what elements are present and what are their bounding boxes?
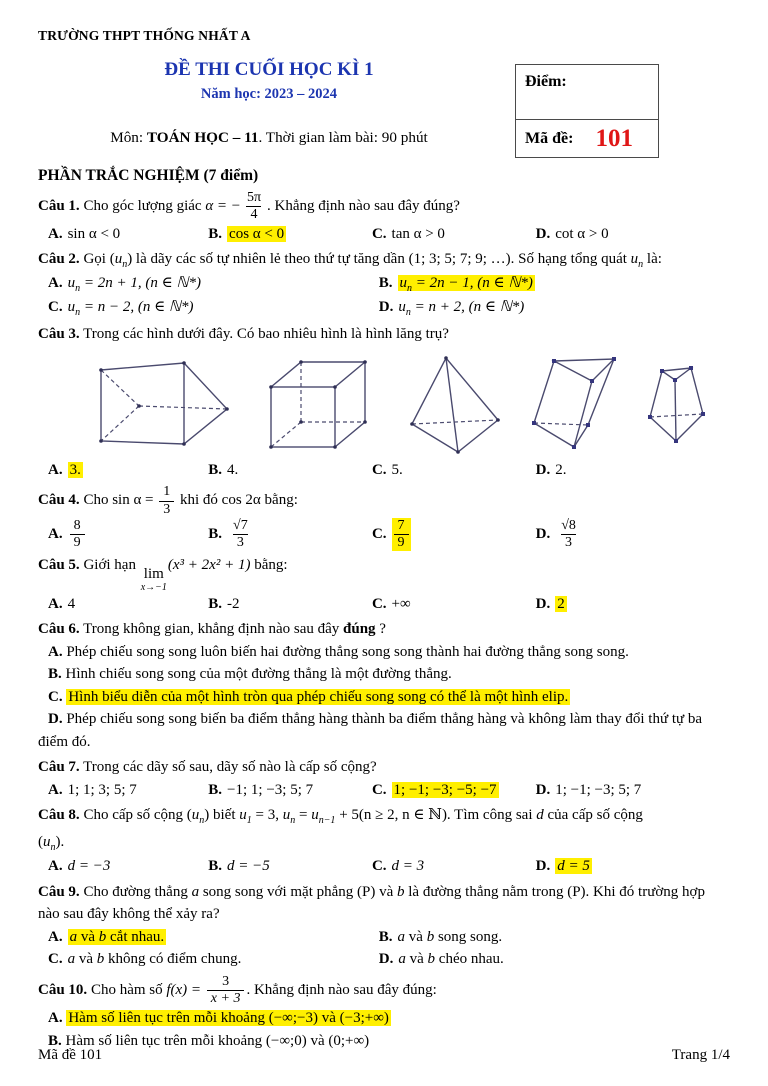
- option-b: B. −1; 1; −3; 5; 7: [208, 781, 314, 798]
- question-text: là đường thẳng nằm trong (P). Khi đó trường hợp nào sau đây không thể xảy ra?: [38, 883, 705, 923]
- option-a: A. $u_n = 2n + 1$, (n ∈ ℕ*): [48, 275, 201, 295]
- q6-option-c: C. Hình biểu diễn của một hình tròn qua phép chiếu song song có thể là một hình elip.: [48, 688, 569, 705]
- q6-option-a: A. Phép chiếu song song luôn biến hai đường thẳng song song thành hai đường thẳng song song.: [48, 643, 629, 660]
- option-c: C. +∞: [371, 595, 411, 612]
- option-d: D. $u_n = n + 2$, (n ∈ ℕ*): [378, 299, 525, 319]
- option-d: D. 2.: [535, 461, 567, 478]
- math-a: a: [191, 883, 200, 900]
- q10-option-a: A. Hàm số liên tục trên mỗi khoảng (−∞;−3) và (−3;+∞): [48, 1010, 389, 1027]
- q3-options: [38, 459, 730, 482]
- highlighted-answer: 3.: [69, 461, 81, 478]
- q3-figures: [66, 352, 730, 457]
- option-d: D. cot α > 0: [535, 225, 609, 242]
- question-5: [38, 554, 730, 593]
- option-d: D. a và b chéo nhau.: [378, 951, 504, 968]
- option-c: C. 5.: [371, 461, 403, 478]
- q10-option-b: B. Hàm số liên tục trên mỗi khoảng (−∞;0) và (0;+∞): [48, 1032, 370, 1049]
- option-a: A. sin α < 0: [48, 225, 121, 242]
- fraction: $\frac{√8}{3}$: [561, 517, 576, 550]
- q8-options: [38, 855, 730, 878]
- limit-operator: lim x→−1: [140, 565, 167, 593]
- exam-year: Năm học: 2023 – 2024: [200, 86, 338, 102]
- option-a: A. 4: [48, 595, 76, 612]
- option-c: C. tan α > 0: [371, 225, 445, 242]
- question-1: [38, 190, 730, 223]
- question-7: [38, 756, 730, 779]
- section-title: PHẦN TRẮC NGHIỆM (7 điểm): [38, 166, 259, 184]
- option-b: B. a và b song song.: [378, 928, 503, 945]
- option-a: A. d = −3: [48, 858, 111, 875]
- question-6: [38, 618, 730, 641]
- q8-continuation: $(u_n)$.: [38, 834, 65, 854]
- exam-code-label: Mã đề:: [525, 129, 574, 147]
- question-label: Câu 2.: [38, 251, 80, 268]
- option-a: A. 1; 1; 3; 5; 7: [48, 781, 137, 798]
- exam-code-row: [516, 119, 658, 157]
- fraction: $\frac{5\pi}{4}$: [246, 189, 262, 222]
- oblique-prism-figure: [528, 355, 623, 453]
- option-c: C. 1; −1; −3; −5; −7: [371, 781, 497, 798]
- question-text: Trong các dãy số sau, dãy số nào là cấp số cộng?: [79, 759, 377, 776]
- fraction: $\frac{3}{x + 3}$: [205, 974, 247, 1007]
- q6-option-b: B. Hình chiếu song song của một đường thẳng là một đường thẳng.: [48, 666, 452, 683]
- option-c: C. a và b không có điểm chung.: [48, 951, 242, 968]
- question-label: Câu 7.: [38, 759, 80, 776]
- highlighted-answer: a và b cắt nhau.: [69, 928, 165, 945]
- emphasized-word: đúng: [343, 621, 376, 638]
- question-text: Cho hàm số: [87, 981, 167, 998]
- question-text: song song với mặt phẳng (P) và: [199, 883, 398, 900]
- highlighted-answer: Hàm số liên tục trên mỗi khoảng (−∞;−3) và (−3;+∞): [68, 1010, 389, 1027]
- highlighted-answer: 2: [557, 595, 565, 612]
- subject-suffix: . Thời gian làm bài: 90 phút: [258, 128, 428, 146]
- q6-option-d: D. Phép chiếu song song biến ba điểm thẳng hàng thành ba điểm thẳng hàng và không làm thay đổi thứ tự ba điểm đó.: [38, 711, 703, 750]
- question-text: . Khẳng định nào sau đây đúng?: [267, 197, 460, 214]
- exam-header: [38, 58, 500, 149]
- question-label: Câu 6.: [38, 621, 80, 638]
- q5-options: [38, 593, 730, 616]
- q4-options: [38, 518, 730, 551]
- option-b: B. -2: [208, 595, 240, 612]
- question-text: Gọi (: [79, 251, 115, 268]
- school-name: TRƯỜNG THPT THỐNG NHẤT A: [38, 28, 251, 43]
- subject-prefix: Môn:: [110, 128, 147, 146]
- question-9: [38, 881, 730, 926]
- highlighted-answer: 1; −1; −3; −5; −7: [393, 781, 497, 798]
- question-text: Giới hạn: [79, 556, 140, 573]
- footer-exam-code: Mã đề 101: [38, 1046, 103, 1063]
- question-text: ) là dãy các số tự nhiên lẻ theo thứ tự tăng dần (1; 3; 5; 7; 9; …). Số hạng tổng quát: [127, 251, 631, 268]
- score-box: [515, 64, 659, 158]
- option-c: C. d = 3: [371, 858, 425, 875]
- option-c: C. $\frac{7}{9}$: [372, 518, 536, 551]
- question-text: + 5(n ≥ 2, n ∈ ℕ). Tìm công sai: [335, 807, 537, 824]
- option-a: A. $\frac{8}{9}$: [48, 518, 208, 551]
- question-text: . Khẳng định nào sau đây đúng:: [246, 981, 437, 998]
- q9-options: [38, 926, 730, 971]
- math-expression: (x³ + 2x² + 1): [167, 556, 251, 573]
- fraction: $\frac{1}{3}$: [157, 484, 176, 517]
- fraction: $\frac{√7}{3}$: [233, 517, 248, 550]
- question-2: Câu 2. Gọi $(u_n)$ là dãy các số tự nhiên lẻ theo thứ tự tăng dần (1; 3; 5; 7; 9; …). Số hạng tổng quát $u_n$ là:: [38, 251, 662, 271]
- math-u: u: [191, 807, 200, 824]
- q7-options: [38, 779, 730, 802]
- option-b: B. d = −5: [208, 858, 270, 875]
- question-text: Trong các hình dưới đây. Có bao nhiêu hình là hình lăng trụ?: [79, 326, 449, 343]
- math-function: f(x) =: [166, 981, 205, 998]
- option-a: A. a và b cắt nhau.: [48, 928, 165, 945]
- option-d: D. d = 5: [535, 858, 590, 875]
- question-label: Câu 5.: [38, 556, 80, 573]
- truncated-pyramid-figure: [645, 362, 709, 447]
- highlighted-answer: cos α < 0: [229, 225, 285, 242]
- option-d: D. 2: [535, 595, 565, 612]
- math-d: d: [536, 807, 544, 824]
- highlighted-answer: Hình biểu diễn của một hình tròn qua phép chiếu song song có thể là một hình elip.: [68, 688, 569, 705]
- option-d: D. $\frac{√8}{3}$: [536, 518, 730, 551]
- q2-options: [38, 272, 730, 320]
- option-b: B. $\frac{√7}{3}$: [208, 518, 372, 551]
- question-text: bằng:: [250, 556, 288, 573]
- cube-figure: [259, 354, 384, 454]
- fraction: $\frac{8}{9}$: [68, 518, 87, 551]
- question-text: ?: [375, 621, 386, 638]
- question-label: Câu 10.: [38, 981, 88, 998]
- math-u: u: [114, 251, 123, 268]
- footer-page-number: Trang 1/4: [671, 1046, 730, 1063]
- option-b: B. cos α < 0: [208, 225, 285, 242]
- question-text: của cấp số cộng: [543, 807, 643, 824]
- subject-line: [38, 127, 500, 150]
- question-text: Cho cấp số cộng (: [79, 807, 192, 824]
- question-text: là:: [643, 251, 662, 268]
- exam-code-value: 101: [595, 125, 633, 152]
- question-label: Câu 9.: [38, 883, 80, 900]
- question-text: Trong không gian, khẳng định nào sau đây: [79, 621, 344, 638]
- exam-title: ĐỀ THI CUỐI HỌC KÌ 1: [164, 59, 374, 81]
- option-c: C. $u_n = n - 2$, (n ∈ ℕ*): [48, 299, 194, 319]
- question-8: Câu 8. Cho cấp số cộng $(u_n)$ biết $u_1 = 3$, $u_n = u_{n-1} + 5(n \ge 2$, n ∈ ℕ). Tìm công sai d của cấp số cộng: [38, 807, 643, 827]
- math-alpha: α = −: [205, 197, 241, 214]
- subject-name: TOÁN HỌC – 11: [146, 128, 259, 146]
- question-label: Câu 1.: [38, 197, 80, 214]
- question-label: Câu 8.: [38, 807, 80, 824]
- math-b: b: [397, 883, 405, 900]
- question-label: Câu 3.: [38, 326, 80, 343]
- question-text: Cho đường thẳng: [79, 883, 192, 900]
- question-label: Câu 4.: [38, 492, 80, 509]
- question-3: [38, 323, 730, 346]
- option-b: B. $u_n = 2n - 1$, (n ∈ ℕ*): [378, 275, 533, 295]
- highlighted-answer: $\frac{7}{9}$: [392, 518, 411, 551]
- highlighted-answer: d = 5: [557, 858, 590, 875]
- pyramid-figure: [406, 352, 506, 457]
- question-text: Cho góc lượng giác: [79, 197, 206, 214]
- math-u: u: [630, 251, 639, 268]
- triangular-prism-figure: [87, 354, 237, 454]
- q1-options: [38, 223, 730, 246]
- question-text: Cho sin α =: [79, 492, 158, 509]
- option-a: A. 3.: [48, 461, 81, 478]
- question-10: [38, 974, 730, 1007]
- question-text: khi đó cos 2α bằng:: [176, 492, 298, 509]
- page-footer: [38, 1044, 730, 1067]
- option-b: B. 4.: [208, 461, 239, 478]
- option-d: D. 1; −1; −3; 5; 7: [535, 781, 642, 798]
- question-4: [38, 484, 730, 517]
- highlighted-answer: $u_n = 2n - 1$, (n ∈ ℕ*): [399, 275, 533, 295]
- score-label: Điểm:: [525, 73, 567, 90]
- question-text: ) biết: [204, 807, 240, 824]
